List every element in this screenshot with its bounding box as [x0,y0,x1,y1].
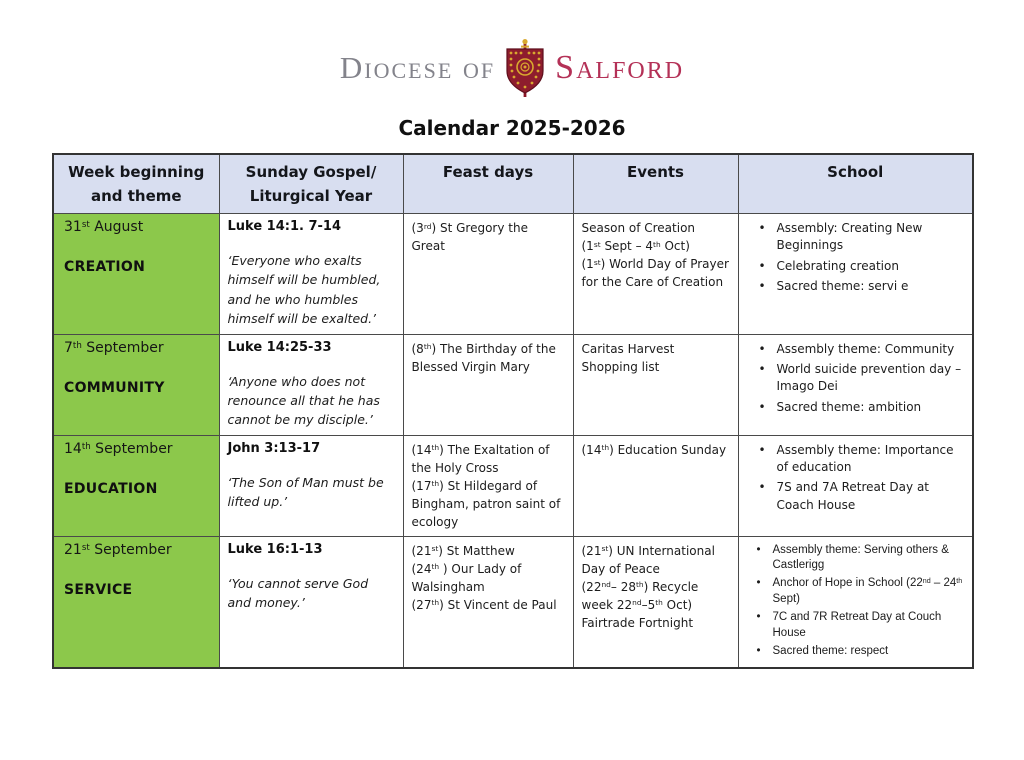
week-theme: COMMUNITY [64,379,165,396]
gospel-reference: Luke 14:25-33 [227,339,332,355]
gospel-cell [219,435,403,536]
header-sunday-gospel: Sunday Gospel/ Liturgical Year [219,154,403,214]
week-theme: CREATION [64,259,146,275]
header-week-beginning: Week beginning and theme [53,154,219,214]
table-row-creation [53,214,973,335]
gospel-cell [219,536,403,668]
week-cell [53,334,219,435]
page-title: Calendar 2025-2026 [398,116,626,140]
logo-text-salford: Salford [555,49,685,86]
gospel-cell [219,214,403,335]
week-date: 31st August [64,219,144,235]
school-cell [738,536,973,668]
events-cell: (14th) Education Sunday [573,435,738,536]
school-bullet-list: • Assembly: Creating New Beginnings • Celebrating creation • Sacred theme: servi e [747,219,965,296]
gospel-reference: Luke 14:1. 7-14 [227,219,342,234]
diocese-crest-icon [503,37,547,99]
events-cell: (21st) UN International Day of Peace (22nd– 28th) Recycle week 22nd–5th Oct) Fairtrade Fortnight [573,536,738,668]
school-bullet-list: • Assembly theme: Serving others & Castlerigg • Anchor of Hope in School (22nd – 24th Sept) • 7C and 7R Retreat Day at Couch House • Sacred theme: respect [747,542,965,660]
week-date: 21st September [64,541,172,558]
gospel-reference: John 3:13-17 [227,440,321,456]
logo-text-diocese-of: Diocese of [339,50,496,85]
week-date: 14th September [64,440,173,457]
header-feast-days: Feast days [403,154,573,214]
header-school: School [738,154,973,214]
week-cell [53,214,219,335]
week-cell [53,435,219,536]
gospel-quote: ‘You cannot serve God and money.’ [227,575,369,610]
school-bullet-list: • Assembly theme: Importance of education • 7S and 7A Retreat Day at Coach House [747,441,965,515]
events-cell: Caritas Harvest Shopping list [573,334,738,435]
feast-days-cell: (21st) St Matthew (24th ) Our Lady of Walsingham (27th) St Vincent de Paul [403,536,573,668]
feast-days-cell: (14th) The Exaltation of the Holy Cross (17th) St Hildegard of Bingham, patron saint of ecology [403,435,573,536]
calendar-table [52,153,974,669]
feast-days-cell: (8th) The Birthday of the Blessed Virgin Mary [403,334,573,435]
gospel-quote: ‘Everyone who exalts himself will be humbled, and he who humbles himself will be exalted.’ [227,253,381,327]
header-events: Events [573,154,738,214]
diocese-logo [0,36,1024,100]
week-cell [53,536,219,668]
school-cell [738,334,973,435]
week-date: 7th September [64,339,164,356]
document-page [0,36,1024,760]
school-bullet-list: • Assembly theme: Community • World suicide prevention day – Imago Dei • Sacred theme: ambition [747,340,965,417]
table-row-service [53,536,973,668]
gospel-quote: ‘Anyone who does not renounce all that he has cannot be my disciple.’ [227,373,380,428]
table-row-education [53,435,973,536]
gospel-cell [219,334,403,435]
school-cell [738,435,973,536]
gospel-quote: ‘The Son of Man must be lifted up.’ [227,474,384,509]
table-row-community [53,334,973,435]
school-cell [738,214,973,335]
week-theme: SERVICE [64,581,133,598]
table-header-row [53,154,973,214]
events-cell: Season of Creation (1st Sept – 4th Oct) (1st) World Day of Prayer for the Care of Creation [573,214,738,335]
week-theme: EDUCATION [64,480,158,497]
gospel-reference: Luke 16:1-13 [227,541,323,557]
feast-days-cell: (3rd) St Gregory the Great [403,214,573,335]
